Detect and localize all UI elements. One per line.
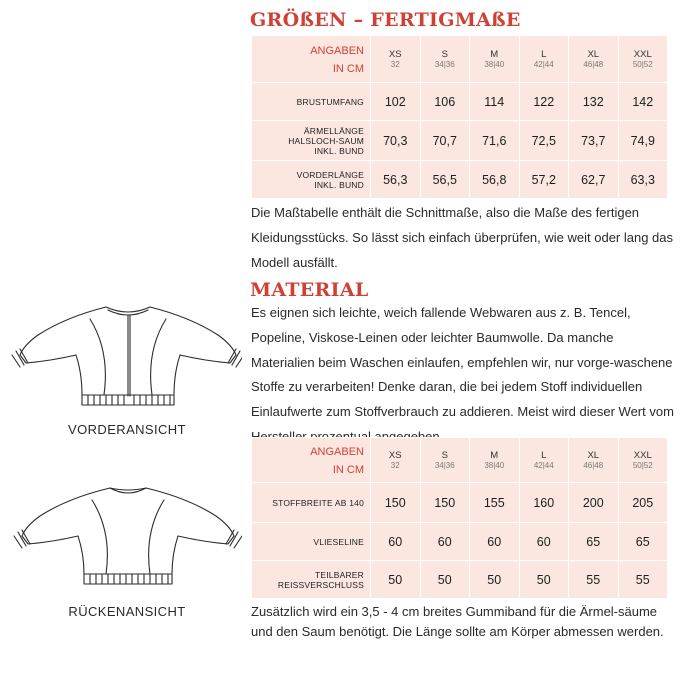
table-row bbox=[252, 561, 668, 599]
size-name: L bbox=[541, 48, 547, 60]
size-eu: 38|40 bbox=[484, 460, 505, 470]
table-cell: 60 bbox=[519, 523, 569, 561]
row-label: VORDERLÄNGE INKL. BUND bbox=[252, 161, 371, 199]
table-cell: 65 bbox=[569, 523, 619, 561]
material-table bbox=[251, 437, 668, 599]
size-name: XXL bbox=[633, 48, 652, 60]
size-header-l bbox=[519, 36, 569, 83]
table-header-row bbox=[252, 36, 668, 83]
size-name: XXL bbox=[633, 449, 652, 461]
table-cell: 155 bbox=[470, 483, 520, 523]
size-eu: 42|44 bbox=[533, 59, 554, 69]
size-name: S bbox=[441, 449, 448, 461]
size-name: XL bbox=[587, 449, 600, 461]
table-cell: 106 bbox=[420, 83, 470, 121]
table-corner-cell bbox=[252, 438, 371, 483]
size-header-xxl bbox=[618, 36, 668, 83]
table-cell: 50 bbox=[371, 561, 421, 599]
table-cell: 62,7 bbox=[569, 161, 619, 199]
size-eu: 34|36 bbox=[434, 59, 455, 69]
material-heading: MATERIAL bbox=[250, 279, 369, 301]
table-cell: 142 bbox=[618, 83, 668, 121]
table-cell: 150 bbox=[420, 483, 470, 523]
size-eu: 46|48 bbox=[583, 59, 604, 69]
table-cell: 73,7 bbox=[569, 121, 619, 161]
size-name: XS bbox=[388, 48, 402, 60]
size-eu: 50|52 bbox=[632, 460, 653, 470]
size-header-m bbox=[470, 438, 520, 483]
size-eu: 32 bbox=[390, 59, 400, 69]
table-cell: 160 bbox=[519, 483, 569, 523]
size-eu: 46|48 bbox=[583, 460, 604, 470]
size-eu: 38|40 bbox=[484, 59, 505, 69]
measurements-note: Die Maßtabelle enthält die Schnittmaße, also die Maße des fertigen Kleidungsstücks. So lässt sich einfach überprüfen, wie weit oder lang das Modell ausfällt. bbox=[251, 205, 674, 270]
table-row bbox=[252, 483, 668, 523]
table-cell: 205 bbox=[618, 483, 668, 523]
size-name: M bbox=[490, 48, 499, 60]
size-name: M bbox=[490, 449, 499, 461]
table-cell: 150 bbox=[371, 483, 421, 523]
size-name: XL bbox=[587, 48, 600, 60]
size-header-m bbox=[470, 36, 520, 83]
size-eu: 32 bbox=[390, 460, 400, 470]
table-cell: 60 bbox=[420, 523, 470, 561]
size-header-l bbox=[519, 438, 569, 483]
table-cell: 50 bbox=[420, 561, 470, 599]
elastic-note: Zusätzlich wird ein 3,5 - 4 cm breites Gummiband für die Ärmel-säume und den Saum benötigt. Die Länge sollte am Körper abmessen werden. bbox=[251, 604, 664, 639]
table-row bbox=[252, 121, 668, 161]
table-header-row bbox=[252, 438, 668, 483]
back-view-label: RÜCKENANSICHT bbox=[68, 604, 186, 619]
table-cell: 60 bbox=[371, 523, 421, 561]
size-eu: 50|52 bbox=[632, 59, 653, 69]
size-name: XS bbox=[388, 449, 402, 461]
table-row bbox=[252, 161, 668, 199]
row-label: VLIESELINE bbox=[252, 523, 371, 561]
size-eu: 42|44 bbox=[533, 460, 554, 470]
table-cell: 102 bbox=[371, 83, 421, 121]
table-cell: 70,7 bbox=[420, 121, 470, 161]
size-header-xl bbox=[569, 36, 619, 83]
sizes-heading: GRÖßEN – FERTIGMAßE bbox=[250, 9, 521, 31]
row-label: BRUSTUMFANG bbox=[252, 83, 371, 121]
row-label: ÄRMELLÄNGE HALSLOCH-SAUM INKL. BUND bbox=[252, 121, 371, 161]
table-cell: 132 bbox=[569, 83, 619, 121]
row-label: TEILBARER REISSVERSCHLUSS bbox=[252, 561, 371, 599]
table-cell: 70,3 bbox=[371, 121, 421, 161]
table-cell: 50 bbox=[519, 561, 569, 599]
table-cell: 50 bbox=[470, 561, 520, 599]
material-text: Es eignen sich leichte, weich fallende Webwaren aus z. B. Tencel, Popeline, Viskose-Leinen oder leichter Baumwolle. Da manche Materialien beim Waschen einlaufen, empfehlen wir, nur vorge-waschene Stoffe zu verarbeiten! Denke daran, die bei jedem Stoff individuellen Einlaufwerte zum Stoffverbrauch zu addieren. Meist wird dieser Wert vom bbox=[251, 305, 674, 420]
table-cell: 56,3 bbox=[371, 161, 421, 199]
front-view-label: VORDERANSICHT bbox=[68, 422, 186, 437]
measurements-table bbox=[251, 35, 668, 199]
table-cell: 71,6 bbox=[470, 121, 520, 161]
size-header-xs bbox=[371, 438, 421, 483]
size-header-s bbox=[420, 36, 470, 83]
table-corner-label: ANGABEN IN CM bbox=[310, 446, 364, 476]
size-header-xxl bbox=[618, 438, 668, 483]
table-corner-cell bbox=[252, 36, 371, 83]
table-cell: 74,9 bbox=[618, 121, 668, 161]
table-cell: 57,2 bbox=[519, 161, 569, 199]
jacket-back-sketch bbox=[6, 484, 242, 594]
table-cell: 72,5 bbox=[519, 121, 569, 161]
table-cell: 60 bbox=[470, 523, 520, 561]
table-cell: 56,8 bbox=[470, 161, 520, 199]
table-cell: 200 bbox=[569, 483, 619, 523]
table-cell: 65 bbox=[618, 523, 668, 561]
table-corner-label: ANGABEN IN CM bbox=[310, 45, 364, 75]
table-cell: 56,5 bbox=[420, 161, 470, 199]
table-cell: 55 bbox=[569, 561, 619, 599]
size-header-xl bbox=[569, 438, 619, 483]
table-cell: 63,3 bbox=[618, 161, 668, 199]
row-label: STOFFBREITE AB 140 bbox=[252, 483, 371, 523]
table-cell: 114 bbox=[470, 83, 520, 121]
jacket-front-sketch bbox=[6, 303, 242, 415]
size-eu: 34|36 bbox=[434, 460, 455, 470]
table-cell: 55 bbox=[618, 561, 668, 599]
table-row bbox=[252, 83, 668, 121]
table-cell: 122 bbox=[519, 83, 569, 121]
size-name: L bbox=[541, 449, 547, 461]
table-row bbox=[252, 523, 668, 561]
size-header-s bbox=[420, 438, 470, 483]
size-header-xs bbox=[371, 36, 421, 83]
size-name: S bbox=[441, 48, 448, 60]
